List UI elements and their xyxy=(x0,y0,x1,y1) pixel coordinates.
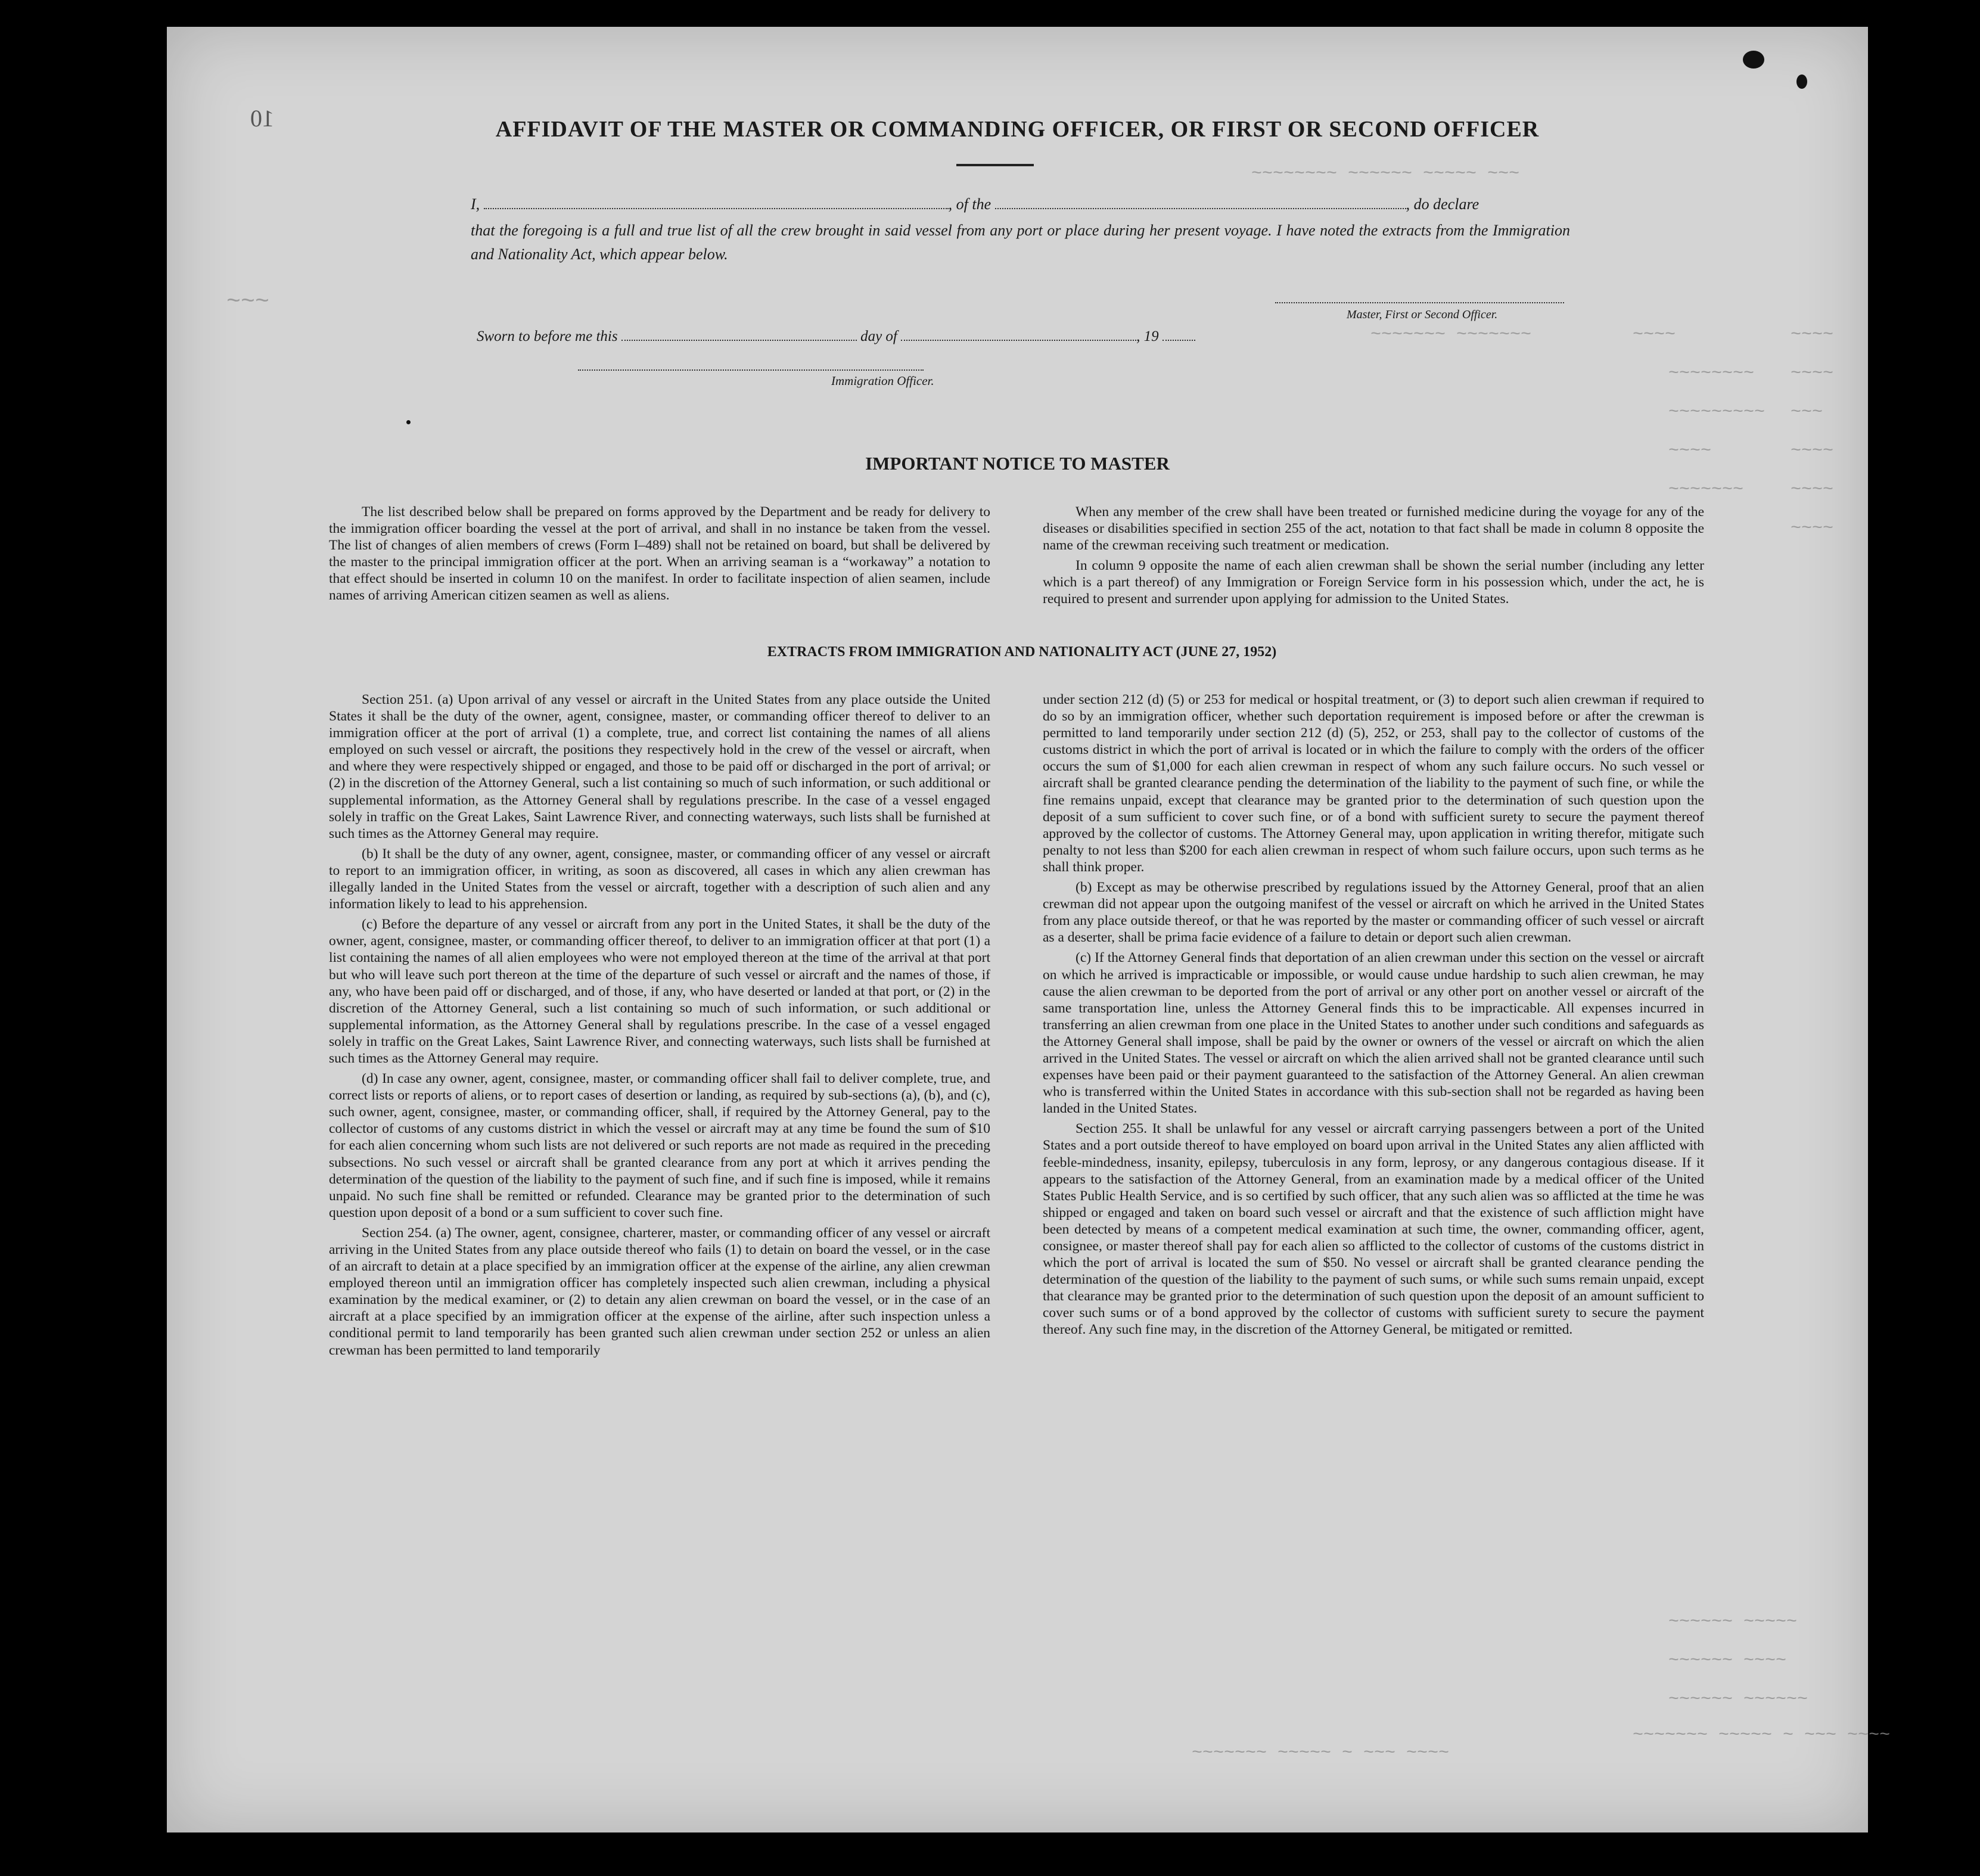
signature-line[interactable] xyxy=(1275,302,1564,303)
bleed-through-marks: ~~~~~~~~ ~~~~~~ ~~~~~ ~~~ ~~~~~~~ ~~~~~~~ ~~~~ ~~~~~~~~ ~~~~~~~~~ ~~~~ ~~~~~~~ ~~~~ ~~~~ ~~~ ~~~~ ~~~~ ~~~~ ~~~ ~~~~~~ ~~~~~ ~~~~~~ ~~~~ ~~~~~~ ~~~~~~ ~~~~~~~ ~~~~~ ~ ~~~ ~~~~ ~~~~~~~ ~~~~~ ~ ~~~ ~~~~ xyxy=(226,164,1891,1763)
do-declare-label: , do declare xyxy=(1406,195,1479,213)
extract-paragraph: (b) It shall be the duty of any owner, agent, consignee, master, or commanding officer of any vessel or aircraft to report to an immigration officer, in writing, as soon as discovered, all cases in which any alien crewman has illegally landed in the United States from the vessel or aircraft, together with a description of such alien and any information likely to lead to his apprehension. xyxy=(329,846,990,912)
extract-paragraph: under section 212 (d) (5) or 253 for medical or hospital treatment, or (3) to deport such alien crewman if required to do so by an immigration officer, whether such deportation requirement is imposed before or after the crewman is permitted to land temporarily under section 212 (d) (5), 252, or 253, shall pay to the collector of customs of the customs district in which the port of arrival is located or in which the failure to comply with the orders of the officer occurs the sum of $1,000 for each alien crewman in respect of whom any such failure occurs. No such vessel or aircraft shall be granted clearance pending the determination of the liability to the payment of such fine, or while the fine remains unpaid, except that clearance may be granted prior to the determination of such question upon the deposit of a sum sufficient to cover such fine, or of a bond with sufficient surety to secure the payment thereof approved by the collector of customs. The Attorney General may, upon application in writing therefor, mitigate such penalty to not less than $200 for each alien crewman in respect of whom such failure occurs, upon such terms as he shall think proper. xyxy=(1043,692,1704,875)
sworn-day-blank[interactable] xyxy=(621,328,857,341)
extract-paragraph: (c) Before the departure of any vessel or aircraft from any port in the United States, it shall be the duty of the owner, agent, consignee, master, or commanding officer thereof, to deliver to an immigration officer at that port (1) a list containing the names of all alien employees who were not employed thereon at the time of the arrival at that port but who will leave such port thereon at the time of the departure of such vessel or aircraft and the names of those, if any, who have been paid off or discharged, and of those, if any, who have deserted or landed at that port, or (2) in the discretion of the Attorney General, such a list containing so much of such information, or such additional or supplemental information, as the Attorney General shall by regulations prescribe. In the case of a vessel engaged solely in traffic on the Great Lakes, Saint Lawrence River, and connecting waterways, such lists shall be furnished at such times as the Attorney General may require. xyxy=(329,917,990,1066)
declaration-text: that the foregoing is a full and true list of all the crew brought in said vessel from any port or place during her present voyage. I have noted the extracts from the Immigration and Nationality Act, which appear below. xyxy=(471,222,1570,263)
extracts-left-column xyxy=(329,691,990,1362)
sworn-month-blank[interactable] xyxy=(901,328,1136,341)
extract-paragraph: (b) Except as may be otherwise prescribed by regulations issued by the Attorney General, proof that an alien crewman did not appear upon the outgoing manifest of the vessel or aircraft on which he arrived in the United States from any place outside thereof, or that he was reported by the master or commanding officer of such vessel or aircraft as a deserter, shall be prima facie evidence of a failure to detain or deport such alien crewman. xyxy=(1043,880,1704,946)
title-rule xyxy=(956,164,1034,166)
page-number: 10 xyxy=(250,105,274,132)
extracts-right-column xyxy=(1043,691,1704,1342)
notice-title: IMPORTANT NOTICE TO MASTER xyxy=(865,453,1170,474)
i-label: I, xyxy=(471,195,480,213)
extract-paragraph: (c) If the Attorney General finds that deportation of an alien crewman under this section on the vessel or aircraft on which he arrived is impracticable or impossible, or would cause undue hardship to such alien crewman, he may cause the alien crewman to be deported from the port of arrival or any other port on another vessel or aircraft of the same transportation line, unless the Attorney General finds this to be impracticable. All expenses incurred in transferring an alien crewman from one place in the United States to another under such conditions and safeguards as the Attorney General shall impose, shall be paid by the owner or owners of the vessel or aircraft on which the alien arrived in the United States. The vessel or aircraft on which the alien arrived shall not be granted clearance until such expenses have been paid or their payment guaranteed to the satisfaction of the Attorney General. An alien crewman who is transferred within the United States in accordance with this sub-section shall not be regarded as having been landed in the United States. xyxy=(1043,950,1704,1117)
signature-label: Master, First or Second Officer. xyxy=(1347,308,1498,321)
sworn-year-blank[interactable] xyxy=(1162,328,1195,341)
of-the-label: , of the xyxy=(948,195,991,213)
ink-speck xyxy=(1796,74,1807,89)
extract-paragraph: Section 251. (a) Upon arrival of any vessel or aircraft in the United States from any place outside the United States it shall be the duty of the owner, agent, consignee, master, or commanding officer thereof to deliver to an immigration officer at the port of arrival (1) a complete, true, and correct list containing the names of all aliens employed on such vessel or aircraft, the positions they respectively hold in the crew of the vessel or aircraft, when and where they were respectively shipped or engaged, and those to be paid off or discharged in the port of arrival; or (2) in the discretion of the Attorney General, such a list containing so much of such information, or such additional or supplemental information, as the Attorney General shall by regulations prescribe. In the case of a vessel engaged solely in traffic on the Great Lakes, Saint Lawrence River, and connecting waterways, such lists shall be furnished at such times as the Attorney General may require. xyxy=(329,692,990,841)
immigration-officer-line[interactable] xyxy=(578,369,924,371)
vessel-blank[interactable] xyxy=(995,196,1406,209)
notice-right-paragraph-2: In column 9 opposite the name of each alien crewman shall be shown the serial number (including any letter which is a part thereof) of any Immigration or Foreign Service form in his possession which, under the act, he is required to present and surrender upon applying for admission to the United States. xyxy=(1043,558,1704,607)
name-blank[interactable] xyxy=(484,196,949,209)
extract-paragraph: Section 254. (a) The owner, agent, consignee, charterer, master, or commanding officer of any vessel or aircraft arriving in the United States from any place outside thereof who fails (1) to detain on board the vessel, or in the case of an aircraft to detain at a place specified by an immigration officer at the expense of the airline, any alien crewman employed thereon until an immigration officer has completely inspected such alien crewman, including a physical examination by the medical examiner, or (2) to detain any alien crewman on board the vessel, or in the case of an aircraft at a place specified by an immigration officer at the expense of the airline, after such inspection unless a conditional permit to land temporarily has been granted such alien crewman under section 252 or unless an alien crewman has been permitted to land temporarily xyxy=(329,1225,990,1358)
extract-paragraph: (d) In case any owner, agent, consignee, master, or commanding officer shall fail to deliver complete, true, and correct lists or reports of aliens, or to report cases of desertion or landing, as required by sub-sections (a), (b), and (c), such owner, agent, consignee, master, or commanding officer, shall, if required by the Attorney General, pay to the collector of customs of any customs district in which the vessel or aircraft may at any time be found the sum of $10 for each alien concerning whom such lists are not delivered or such reports are not made as required in the preceding subsections. No such vessel or aircraft shall be granted clearance from any port at which it arrives pending the determination of the question of the liability to the payment of such fine, and if such fine is imposed, while it remains unpaid. No such fine shall be remitted or refunded. Clearance may be granted prior to the determination of such question upon deposit of a bond or a sum sufficient to cover such fine. xyxy=(329,1071,990,1220)
document-page xyxy=(167,27,1891,1832)
immigration-officer-label: Immigration Officer. xyxy=(831,374,934,388)
sworn-line xyxy=(477,328,1195,345)
ink-speck xyxy=(1743,51,1764,69)
ink-speck xyxy=(406,420,411,424)
notice-right-column xyxy=(1043,504,1704,611)
year-prefix: , 19 xyxy=(1136,328,1159,344)
notice-right-paragraph-1: When any member of the crew shall have been treated or furnished medicine during the voyage for any of the diseases or disabilities specified in section 255 of the act, notation to that fact shall be made in column 8 opposite the name of the crewman receiving such treatment or medication. xyxy=(1043,504,1704,554)
day-of-label: day of xyxy=(860,328,897,344)
sworn-prefix: Sworn to before me this xyxy=(477,328,618,344)
extracts-title: EXTRACTS FROM IMMIGRATION AND NATIONALITY ACT (JUNE 27, 1952) xyxy=(767,644,1277,660)
extract-paragraph: Section 255. It shall be unlawful for any vessel or aircraft carrying passengers between a port of the United States and a port outside thereof to have employed on board upon arrival in the United States any alien afflicted with feeble-mindedness, insanity, epilepsy, tuberculosis in any form, leprosy, or any dangerous contagious disease. If it appears to the satisfaction of the Attorney General, from an examination made by a medical officer of the United States Public Health Service, and is so certified by such officer, that any such alien was so afflicted at the time he was shipped or engaged and taken on board such vessel or aircraft and that the existence of such affliction might have been detected by means of a competent medical examination at such time, the owner, commanding officer, agent, consignee, or master thereof shall pay for each alien so afflicted to the collector of customs of the customs district in which the port of arrival is located the sum of $50. No vessel or aircraft shall be granted clearance pending the determination of the question of the liability to the payment of such sums, or while such sums remain unpaid, except that clearance may be granted prior to the determination of such question upon the deposit of an amount sufficient to cover such sums or of a bond approved by the collector of customs with sufficient surety to secure the payment thereof. Any such fine may, in the discretion of the Attorney General, be mitigated or remitted. xyxy=(1043,1121,1704,1338)
declaration-fill-line xyxy=(471,195,1591,213)
notice-left-column xyxy=(329,504,990,608)
notice-left-paragraph: The list described below shall be prepared on forms approved by the Department and be ready for delivery to the immigration officer boarding the vessel at the port of arrival, and shall in no instance be taken from the vessel. The list of changes of alien members of crews (Form I–489) shall not be retained on board, but shall be delivered by the master to the principal immigration officer at the port. When an arriving seaman is a “workaway” a notation to that effect should be inserted in column 10 on the manifest. In order to facilitate inspection of alien seamen, include names of arriving American citizen seamen as well as aliens. xyxy=(329,504,990,604)
affidavit-title: AFFIDAVIT OF THE MASTER OR COMMANDING OFFICER, OR FIRST OR SECOND OFFICER xyxy=(495,117,1540,142)
